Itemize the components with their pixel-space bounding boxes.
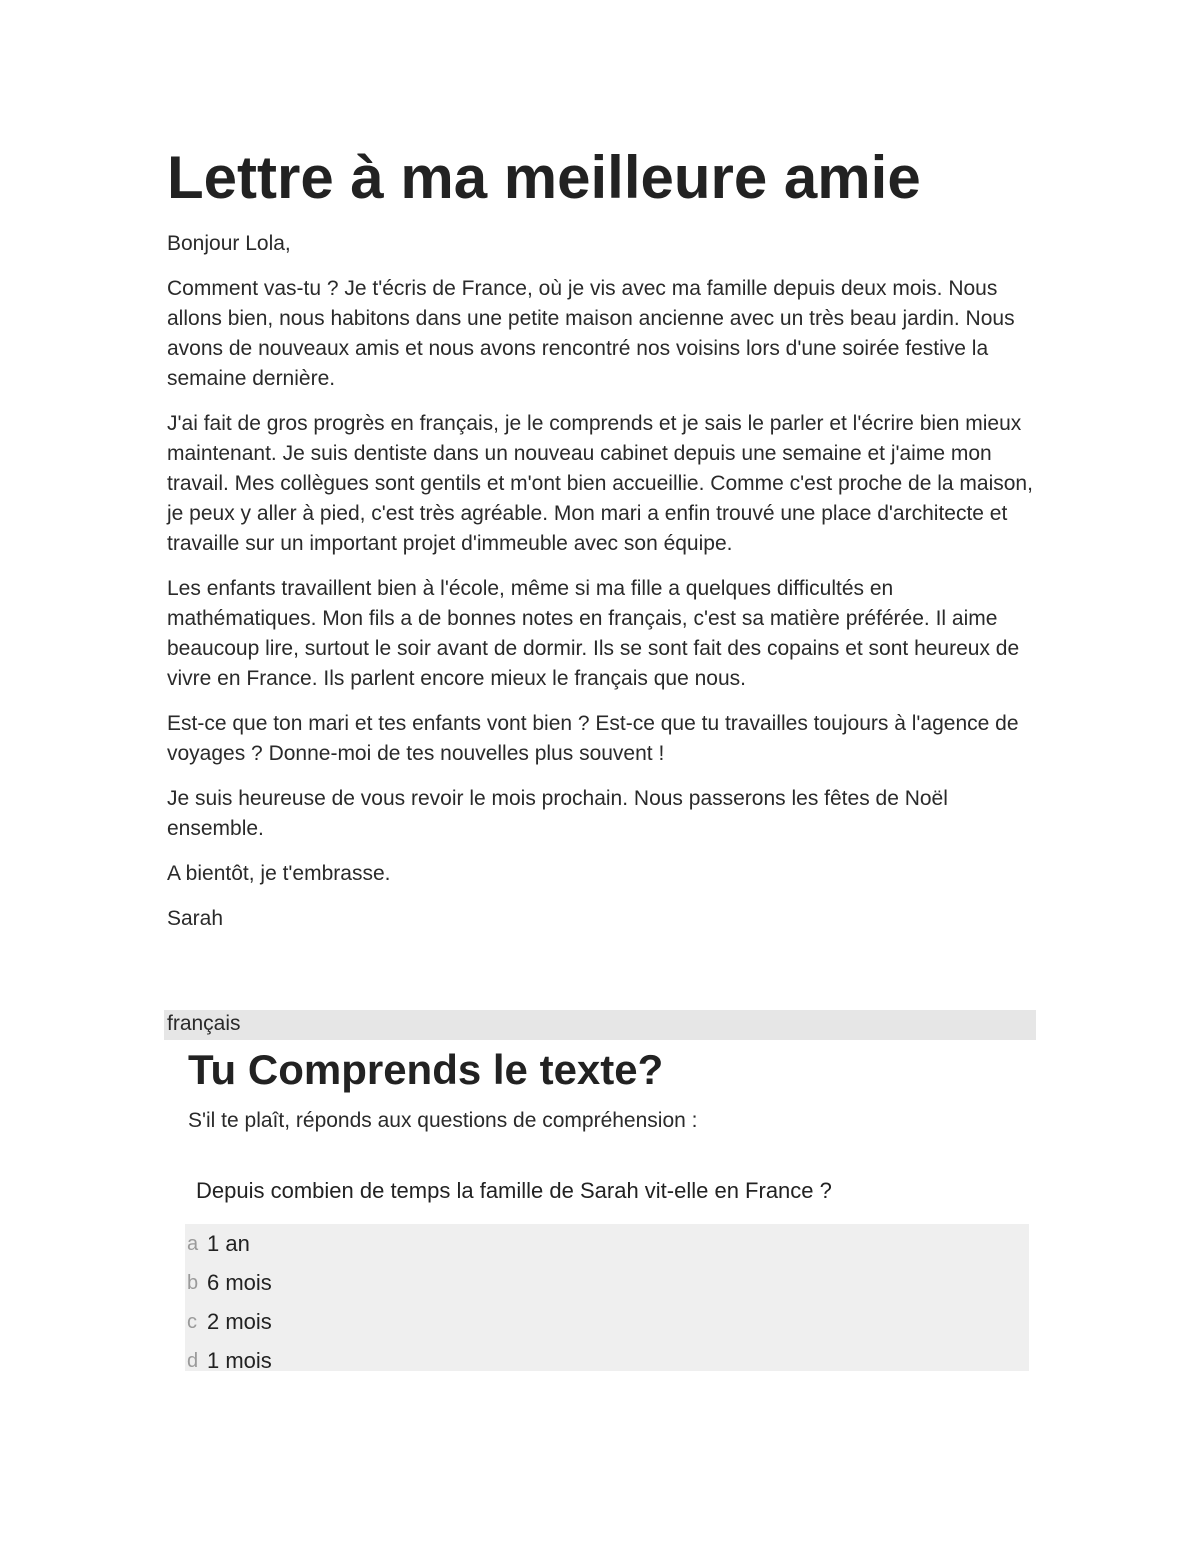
answer-option-b[interactable] [185, 1263, 1029, 1302]
subject-tag-bar [164, 1010, 1036, 1040]
option-text: 1 mois [207, 1347, 272, 1373]
answer-option-c[interactable] [185, 1302, 1029, 1341]
answer-options [185, 1224, 1029, 1371]
subject-tag: français [167, 1012, 241, 1035]
letter-paragraph: Je suis heureuse de vous revoir le mois prochain. Nous passerons les fêtes de Noël ensemble. [167, 787, 948, 840]
quiz-title: Tu Comprends le texte? [188, 1046, 664, 1093]
letter-greeting: Bonjour Lola, [167, 232, 291, 255]
letter-paragraph: Comment vas-tu ? Je t'écris de France, où je vis avec ma famille depuis deux mois. Nous allons bien, nous habitons dans une petite maison ancienne avec un très beau jardin. Nous avons de nouveaux amis et nous avons rencontré nos voisins lors d'une soirée festive la semaine dernière. [167, 277, 1015, 390]
letter-signature: Sarah [167, 907, 224, 930]
answer-option-d[interactable] [185, 1341, 1029, 1380]
option-text: 2 mois [207, 1308, 272, 1334]
letter-paragraph: J'ai fait de gros progrès en français, je le comprends et je sais le parler et l'écrire bien mieux maintenant. Je suis dentiste dans un nouveau cabinet depuis une semaine et j'aime mon travail. Mes collègues sont gentils et m'ont bien accueillie. Comme c'est proche de la maison, je peux y aller à pied, c'est très agréable. Mon mari a enfin trouvé une place d'architecte et travaille sur un important projet d'immeuble avec son équipe. [167, 412, 1033, 555]
option-text: 1 an [207, 1230, 250, 1256]
letter-body [167, 229, 1037, 949]
letter-paragraph: Est-ce que ton mari et tes enfants vont bien ? Est-ce que tu travailles toujours à l'agence de voyages ? Donne-moi de tes nouvelles plus souvent ! [167, 712, 1019, 765]
letter-closing: A bientôt, je t'embrasse. [167, 862, 391, 885]
option-text: 6 mois [207, 1269, 272, 1295]
letter-paragraph: Les enfants travaillent bien à l'école, même si ma fille a quelques difficultés en mathématiques. Mon fils a de bonnes notes en français, c'est sa matière préférée. Il aime beaucoup lire, surtout le soir avant de dormir. Ils se sont fait des copains et sont heureux de vivre en France. Ils parlent encore mieux le français que nous. [167, 577, 1020, 690]
quiz-question: Depuis combien de temps la famille de Sarah vit-elle en France ? [196, 1178, 832, 1203]
option-letter: b [187, 1271, 199, 1294]
option-letter: a [187, 1232, 199, 1255]
letter-title: Lettre à ma meilleure amie [167, 144, 921, 211]
option-letter: c [187, 1310, 197, 1333]
answer-option-a[interactable] [185, 1224, 1029, 1263]
quiz-instructions: S'il te plaît, réponds aux questions de compréhension : [188, 1109, 698, 1132]
option-letter: d [187, 1349, 199, 1372]
